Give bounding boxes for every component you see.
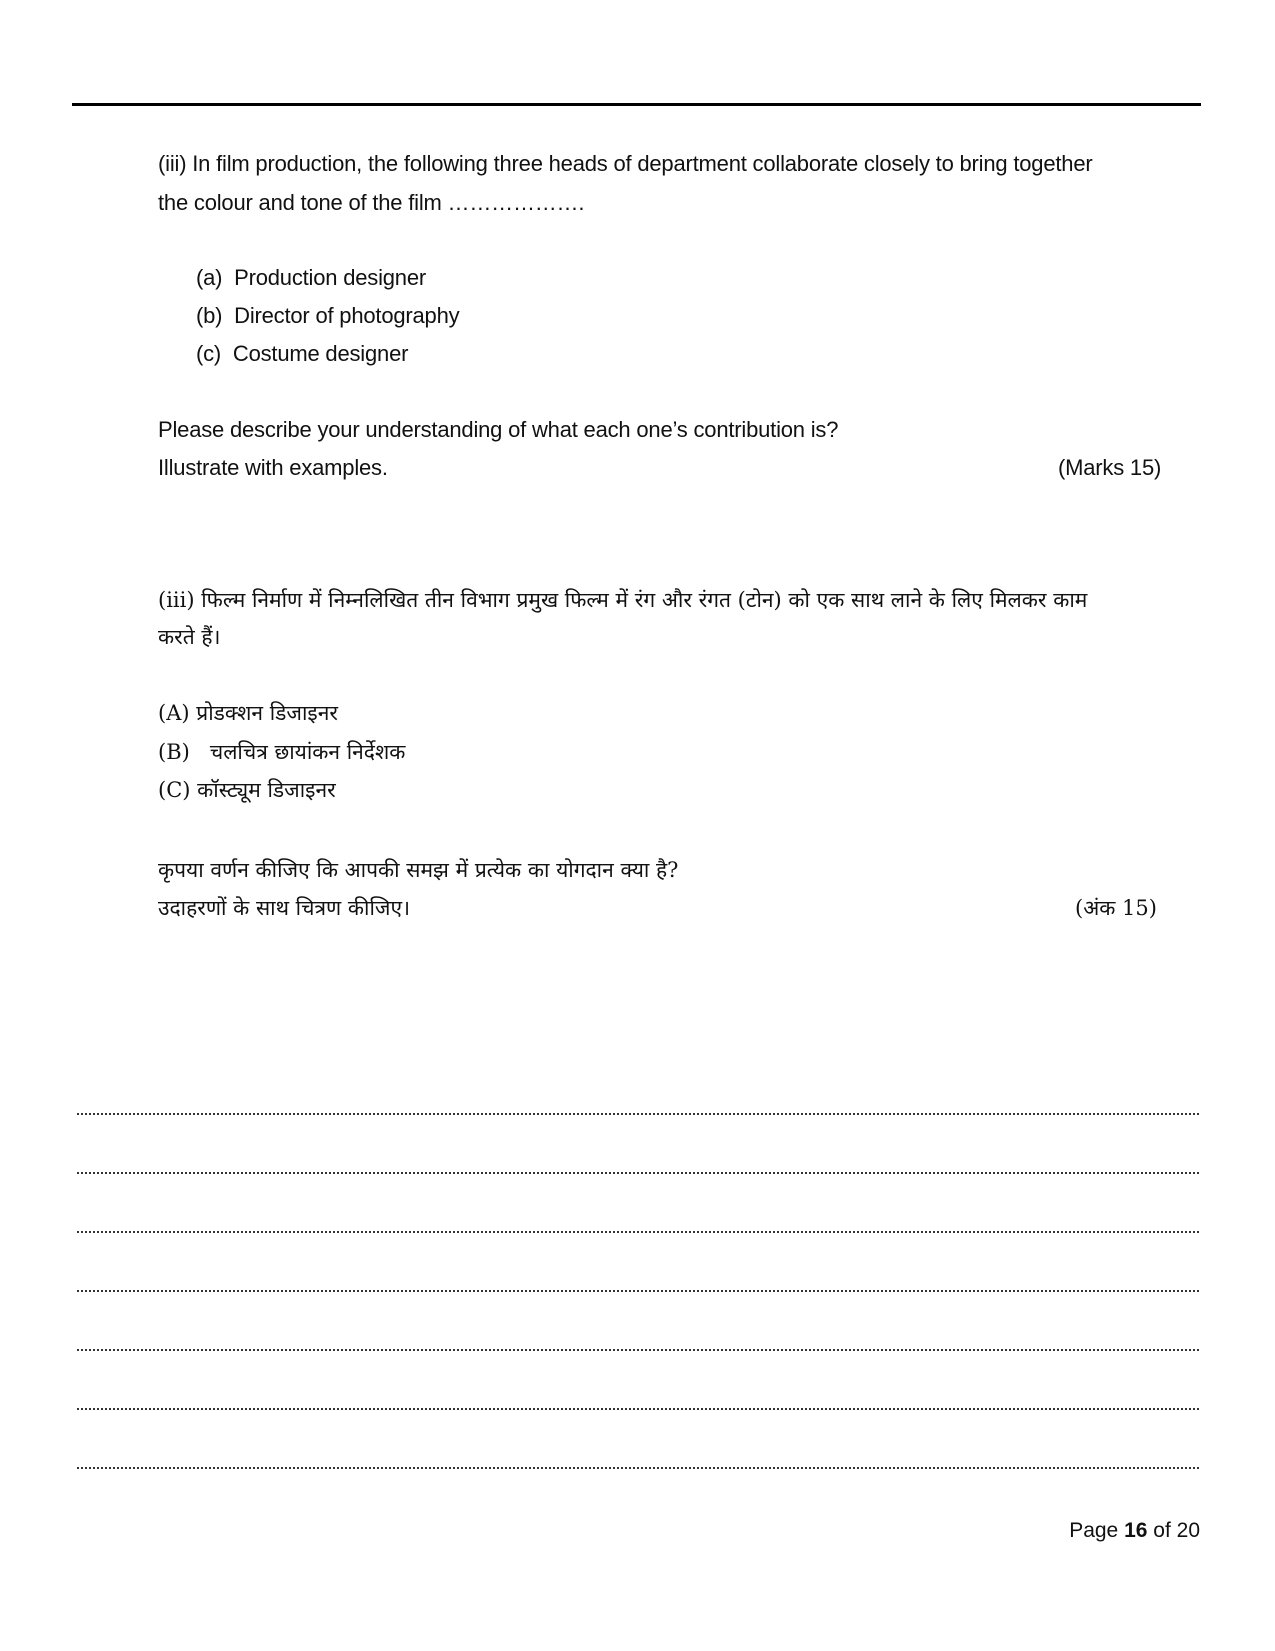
- option-marker: (C): [158, 778, 191, 802]
- option-marker: (B): [158, 740, 190, 764]
- page-current: 16: [1124, 1519, 1148, 1542]
- header-rule: [72, 103, 1201, 106]
- page-prefix: Page: [1069, 1519, 1119, 1542]
- option-text: कॉस्ट्यूम डिजाइनर: [197, 778, 336, 802]
- page-of: of: [1153, 1519, 1171, 1542]
- prompt-hi-line2: उदाहरणों के साथ चित्रण कीजिए।: [158, 896, 411, 920]
- answer-line[interactable]: [77, 1408, 1199, 1410]
- page-total: 20: [1176, 1519, 1200, 1542]
- option-en-a: [196, 267, 426, 289]
- option-marker: (b): [196, 303, 223, 328]
- option-en-c: [196, 343, 408, 365]
- question-hi-line2: करते हैं।: [158, 625, 221, 649]
- option-marker: (A): [158, 701, 190, 725]
- marks-en: (Marks 15): [1058, 455, 1162, 480]
- marks-hi: (अंक 15): [1075, 896, 1157, 920]
- answer-line[interactable]: [77, 1231, 1199, 1233]
- question-en-line1: (iii) In film production, the following three heads of department collaborate closely to bring together: [158, 151, 1093, 176]
- option-hi-b: [158, 742, 405, 763]
- answer-line[interactable]: [77, 1349, 1199, 1351]
- answer-line[interactable]: [77, 1290, 1199, 1292]
- option-text: प्रोडक्शन डिजाइनर: [196, 701, 338, 725]
- answer-line[interactable]: [77, 1467, 1199, 1469]
- question-en-line2: the colour and tone of the film ……………….: [158, 190, 585, 215]
- answer-line[interactable]: [77, 1172, 1199, 1174]
- question-hi-line1: (iii) फिल्म निर्माण में निम्नलिखित तीन विभाग प्रमुख फिल्म में रंग और रंगत (टोन) को एक साथ लाने के लिए मिलकर काम: [158, 588, 1088, 612]
- answer-line[interactable]: [77, 1113, 1199, 1115]
- prompt-en-line2: Illustrate with examples.: [158, 455, 388, 480]
- page-number: [1069, 1519, 1200, 1543]
- option-text: चलचित्र छायांकन निर्देशक: [209, 740, 406, 764]
- prompt-en-line1: Please describe your understanding of what each one’s contribution is?: [158, 417, 839, 442]
- option-hi-c: [158, 780, 336, 801]
- prompt-hi-line1: कृपया वर्णन कीजिए कि आपकी समझ में प्रत्येक का योगदान क्या है?: [158, 858, 679, 882]
- option-text: Costume designer: [232, 341, 409, 366]
- option-marker: (a): [196, 265, 223, 290]
- option-marker: (c): [196, 341, 222, 366]
- option-text: Director of photography: [234, 303, 460, 328]
- option-en-b: [196, 305, 459, 327]
- option-hi-a: [158, 703, 338, 724]
- option-text: Production designer: [234, 265, 427, 290]
